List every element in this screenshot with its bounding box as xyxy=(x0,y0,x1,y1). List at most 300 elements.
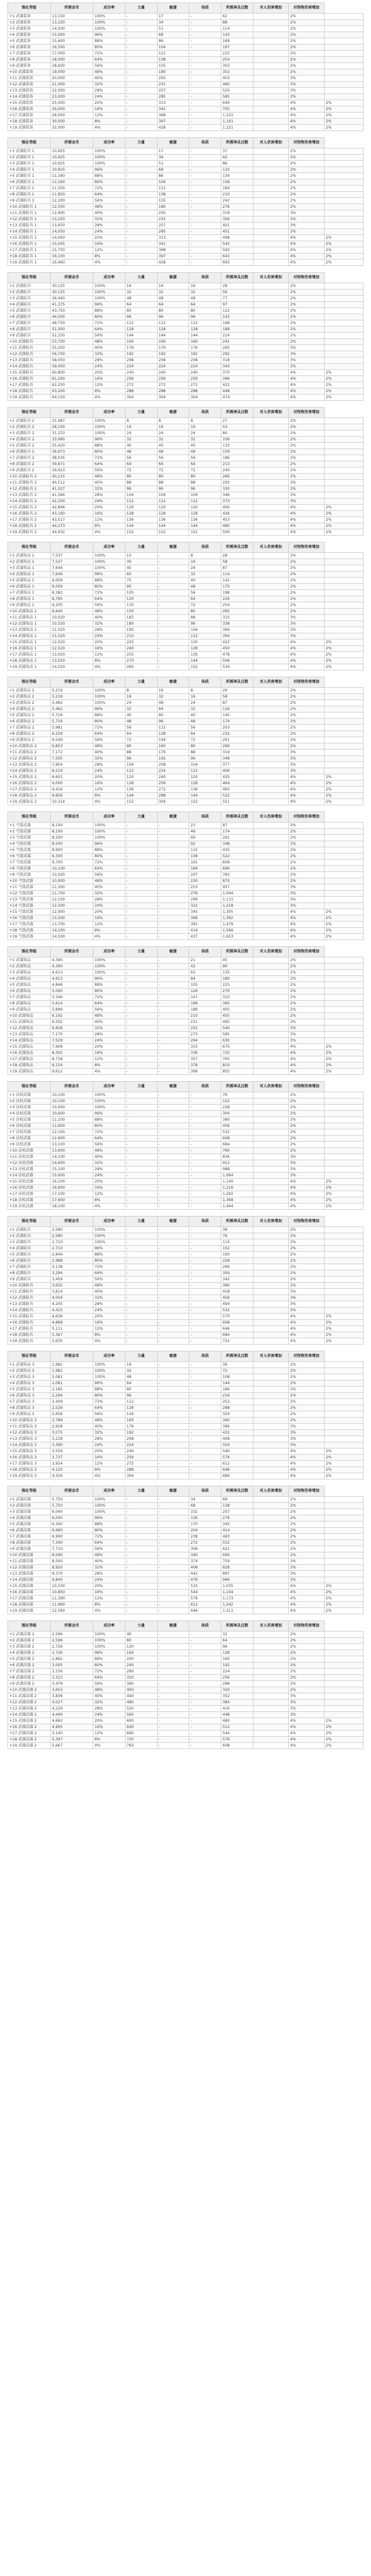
table-cell: 48 xyxy=(189,584,221,590)
table-cell: - xyxy=(189,1724,221,1731)
table-cell: - xyxy=(125,1227,157,1233)
table-cell: 4,440 xyxy=(51,1712,93,1718)
table-cell: - xyxy=(189,1098,221,1105)
table-row xyxy=(8,1700,364,1706)
table-cell: 32% xyxy=(93,1565,126,1571)
column-header: 对怪物伤害增加 xyxy=(289,273,325,283)
table-cell: - xyxy=(189,1669,221,1675)
table-cell: - xyxy=(157,1503,189,1509)
table-cell: +9 武器饰品 2 xyxy=(8,737,51,743)
table-cell: 16 xyxy=(189,283,221,289)
stats-table xyxy=(7,1216,364,1345)
table-cell: 810 xyxy=(221,1063,254,1069)
table-cell: - xyxy=(189,1142,221,1148)
table-cell: 2% xyxy=(289,1098,325,1105)
table-cell xyxy=(253,20,289,26)
table-cell: 48 xyxy=(157,296,189,302)
table-cell: 2% xyxy=(289,1283,325,1289)
table-cell xyxy=(253,529,289,536)
table-cell: +7 武器法器 2 xyxy=(8,1669,51,1675)
table-row xyxy=(8,615,364,621)
table-cell: 16% xyxy=(93,1590,126,1596)
table-cell: - xyxy=(157,1731,189,1737)
table-cell xyxy=(253,909,289,915)
table-cell: +15 武器饰品 2 xyxy=(8,774,51,781)
table-cell: - xyxy=(189,1320,221,1326)
table-cell: 4,027 xyxy=(51,1700,93,1706)
table-cell: +12 武器防具 2 xyxy=(8,486,51,492)
table-cell: 32 xyxy=(157,694,189,700)
table-cell: 96% xyxy=(93,1246,126,1252)
table-cell: 2% xyxy=(289,283,325,289)
table-cell: 51,000 xyxy=(51,327,93,333)
table-cell: 56% xyxy=(93,872,126,878)
table-row xyxy=(8,934,364,940)
table-cell: - xyxy=(189,1380,221,1387)
table-cell: 272 xyxy=(125,382,157,388)
table-cell: 16% xyxy=(93,241,126,247)
table-cell: +5 武器防具 xyxy=(8,1252,51,1258)
table-cell: 32% xyxy=(93,1025,126,1032)
table-cell: 80 xyxy=(189,474,221,480)
table-cell: - xyxy=(189,119,221,125)
table-cell: 174 xyxy=(221,719,254,725)
table-cell: 242 xyxy=(221,198,254,204)
table-cell: - xyxy=(157,1632,189,1638)
table-cell: 10,020 xyxy=(51,615,93,621)
table-cell xyxy=(253,1467,289,1473)
table-cell: - xyxy=(125,1295,157,1301)
table-cell: - xyxy=(189,1117,221,1123)
stats-table xyxy=(7,407,364,536)
table-cell: - xyxy=(189,1681,221,1687)
table-cell: 16,100 xyxy=(51,1179,93,1185)
table-cell: +10 武器法器 2 xyxy=(8,1687,51,1693)
table-cell xyxy=(324,1025,363,1032)
table-cell: 28% xyxy=(93,1301,126,1307)
table-cell: 3,737 xyxy=(51,1455,93,1461)
table-cell: - xyxy=(125,1148,157,1154)
table-cell: +8 武器饰品 2 xyxy=(8,731,51,737)
table-cell: 4% xyxy=(93,934,126,940)
table-cell xyxy=(324,14,363,20)
table-cell xyxy=(324,1289,363,1295)
table-cell: 59,450 xyxy=(51,364,93,370)
table-cell: - xyxy=(189,1111,221,1117)
table-cell: 1,292 xyxy=(221,1191,254,1197)
table-cell xyxy=(253,559,289,565)
table-cell: - xyxy=(189,1307,221,1314)
table-cell: +14 武器装备 xyxy=(8,94,51,100)
table-cell: 138 xyxy=(189,854,221,860)
table-cell: - xyxy=(189,1650,221,1656)
table-cell: +10 武器防具 xyxy=(8,339,51,345)
table-cell: 42 xyxy=(189,964,221,970)
table-cell: - xyxy=(157,1596,189,1602)
table-cell: 4,895 xyxy=(51,1724,93,1731)
table-row xyxy=(8,1013,364,1019)
column-header: 成功率 xyxy=(93,408,126,418)
table-cell: 147 xyxy=(189,995,221,1001)
table-cell: 621 xyxy=(221,1546,254,1552)
table-cell: - xyxy=(157,1362,189,1368)
table-cell: 6,192 xyxy=(51,1013,93,1019)
table-cell: - xyxy=(189,1737,221,1743)
table-cell: +16 武器防具 2 xyxy=(8,511,51,517)
column-header: 对人伤害增加 xyxy=(253,273,289,283)
table-cell: - xyxy=(157,1320,189,1326)
table-cell: 3% xyxy=(289,621,325,627)
table-cell: 6,990 xyxy=(51,1534,93,1540)
table-cell xyxy=(253,1063,289,1069)
table-cell: - xyxy=(125,1602,157,1608)
table-row xyxy=(8,351,364,357)
table-cell: - xyxy=(125,1025,157,1032)
table-cell: 64% xyxy=(93,57,126,63)
table-cell: - xyxy=(125,1179,157,1185)
table-cell: 2% xyxy=(289,167,325,173)
table-row xyxy=(8,1374,364,1380)
table-cell: 2% xyxy=(324,388,363,395)
table-row xyxy=(8,1038,364,1044)
table-row xyxy=(8,119,364,125)
table-cell: 80% xyxy=(93,584,126,590)
table-cell: 12% xyxy=(93,517,126,523)
column-header: 强化等级 xyxy=(8,1082,51,1092)
table-cell xyxy=(253,774,289,781)
table-cell: 2% xyxy=(289,866,325,872)
table-cell: 4% xyxy=(289,106,325,113)
table-cell xyxy=(253,1025,289,1032)
table-cell xyxy=(253,1111,289,1117)
table-cell: +7 武器防具 1 xyxy=(8,186,51,192)
table-cell: 88% xyxy=(93,578,126,584)
table-cell xyxy=(253,63,289,69)
table-cell: - xyxy=(157,1063,189,1069)
table-cell xyxy=(253,903,289,909)
table-row xyxy=(8,584,364,590)
table-cell: +11 武器饰品 3 xyxy=(8,1424,51,1430)
table-cell: 256 xyxy=(189,376,221,382)
table-cell: - xyxy=(189,1246,221,1252)
table-row xyxy=(8,1718,364,1724)
table-cell: 3% xyxy=(289,1295,325,1301)
table-cell: 48 xyxy=(189,719,221,725)
table-cell xyxy=(253,1233,289,1239)
table-cell xyxy=(253,1283,289,1289)
table-cell: - xyxy=(189,57,221,63)
table-cell: - xyxy=(157,1718,189,1724)
table-cell xyxy=(253,688,289,694)
table-cell: 120 xyxy=(125,505,157,511)
column-header: 对人伤害增加 xyxy=(253,1351,289,1362)
table-cell: 256 xyxy=(221,1675,254,1681)
table-cell: 8,500 xyxy=(51,835,93,841)
table-cell: 288 xyxy=(125,1467,157,1473)
table-cell: 38 xyxy=(221,1227,254,1233)
table-cell: 136 xyxy=(189,517,221,523)
table-cell: 2% xyxy=(324,1724,363,1731)
table-cell: +17 武器防具 1 xyxy=(8,247,51,254)
table-cell xyxy=(324,57,363,63)
table-cell: 2% xyxy=(324,922,363,928)
table-row xyxy=(8,1737,364,1743)
table-cell: 16% xyxy=(93,781,126,787)
table-row xyxy=(8,229,364,235)
table-cell: +8 武器防具 xyxy=(8,1270,51,1277)
table-cell: 128 xyxy=(221,1650,254,1656)
table-cell: 870 xyxy=(221,878,254,884)
table-cell: - xyxy=(125,88,157,94)
table-cell: 2% xyxy=(324,1473,363,1479)
table-cell: 32% xyxy=(93,756,126,762)
table-cell: 483 xyxy=(221,1534,254,1540)
table-row xyxy=(8,1448,364,1455)
table-cell: 9,154 xyxy=(51,1063,93,1069)
table-cell: 55,350 xyxy=(51,345,93,351)
table-cell: +7 武器防具 xyxy=(8,1264,51,1270)
table-cell xyxy=(324,320,363,327)
table-cell: +15 武器防具 xyxy=(8,1314,51,1320)
table-cell: 56% xyxy=(93,333,126,339)
table-cell xyxy=(324,602,363,609)
table-cell: +15 武器饰品 1 xyxy=(8,640,51,646)
table-cell: 3,479 xyxy=(51,1681,93,1687)
table-cell: 373 xyxy=(221,499,254,505)
table-cell xyxy=(324,1368,363,1374)
table-cell xyxy=(324,590,363,596)
table-row xyxy=(8,51,364,57)
table-cell: 272 xyxy=(189,1540,221,1546)
table-cell: - xyxy=(157,878,189,884)
table-cell: 24% xyxy=(93,499,126,505)
table-cell: 24% xyxy=(93,1442,126,1448)
table-cell: 32 xyxy=(157,289,189,296)
table-cell: 48 xyxy=(189,296,221,302)
table-cell: 4% xyxy=(93,799,126,805)
table-cell: 7,646 xyxy=(51,565,93,571)
table-row xyxy=(8,1289,364,1295)
table-row xyxy=(8,204,364,210)
table-cell: 8,785 xyxy=(51,596,93,602)
table-cell: - xyxy=(189,155,221,161)
table-cell: 2% xyxy=(289,38,325,45)
table-row xyxy=(8,1577,364,1583)
table-cell: 356 xyxy=(221,216,254,223)
table-cell: 2% xyxy=(324,787,363,793)
table-cell: - xyxy=(157,1277,189,1283)
table-cell: 28% xyxy=(93,88,126,94)
table-cell: 184 xyxy=(189,866,221,872)
table-cell: 4% xyxy=(289,1185,325,1191)
table-cell: 112 xyxy=(157,320,189,327)
table-cell: 2,081 xyxy=(51,1380,93,1387)
table-cell: - xyxy=(125,1497,157,1503)
table-cell: 12,900 xyxy=(51,210,93,216)
table-row xyxy=(8,1503,364,1509)
table-row xyxy=(8,179,364,186)
table-cell: 4% xyxy=(289,1056,325,1063)
table-cell: 3% xyxy=(289,897,325,903)
table-cell: 155 xyxy=(157,63,189,69)
table-cell: 96 xyxy=(125,486,157,492)
table-cell: 10,600 xyxy=(51,1111,93,1117)
table-cell: - xyxy=(189,1173,221,1179)
table-cell: - xyxy=(125,872,157,878)
table-cell xyxy=(253,1473,289,1479)
table-cell: 104 xyxy=(125,492,157,499)
table-row xyxy=(8,1380,364,1387)
table-cell: - xyxy=(125,1191,157,1197)
table-cell: - xyxy=(189,247,221,254)
table-cell xyxy=(324,1534,363,1540)
table-cell: 2% xyxy=(289,461,325,468)
table-cell xyxy=(253,1252,289,1258)
column-header: 体质 xyxy=(189,1621,221,1632)
table-cell: 352 xyxy=(221,1693,254,1700)
table-cell: 16% xyxy=(93,511,126,517)
table-cell: 4% xyxy=(289,1044,325,1050)
table-cell: 100% xyxy=(93,20,126,26)
table-cell: 18,000 xyxy=(51,57,93,63)
table-cell: 8,718 xyxy=(51,1056,93,1063)
table-cell: 30,125 xyxy=(51,283,93,289)
table-cell: 1,161 xyxy=(221,119,254,125)
table-cell: - xyxy=(157,1442,189,1448)
table-cell xyxy=(253,302,289,308)
table-cell: 80 xyxy=(125,308,157,314)
table-cell: 4,390 xyxy=(51,957,93,964)
table-cell: 266 xyxy=(221,474,254,480)
table-cell: +11 武器饰品 2 xyxy=(8,750,51,756)
table-cell: 56% xyxy=(93,1007,126,1013)
table-cell: 2% xyxy=(324,1455,363,1461)
tables-container xyxy=(7,0,364,1749)
table-cell xyxy=(253,1185,289,1191)
table-cell xyxy=(253,173,289,179)
table-cell: 2% xyxy=(289,700,325,706)
table-cell: - xyxy=(157,841,189,847)
table-row xyxy=(8,756,364,762)
table-cell: 836 xyxy=(221,1154,254,1160)
table-cell: - xyxy=(189,1662,221,1669)
table-cell: 292 xyxy=(221,351,254,357)
table-cell: - xyxy=(157,909,189,915)
table-cell: - xyxy=(189,14,221,20)
table-cell: 128 xyxy=(157,327,189,333)
table-cell: - xyxy=(189,1405,221,1411)
table-cell: 306 xyxy=(189,1546,221,1552)
table-row xyxy=(8,1092,364,1098)
table-cell xyxy=(253,1105,289,1111)
table-cell: 28 xyxy=(221,553,254,559)
table-cell: 15,000 xyxy=(51,32,93,38)
table-cell: - xyxy=(125,82,157,88)
table-cell: 48 xyxy=(125,449,157,455)
table-cell xyxy=(253,1258,289,1264)
table-cell: 46,500 xyxy=(51,314,93,320)
table-cell: 6,502 xyxy=(51,1019,93,1025)
table-cell: 1,131 xyxy=(221,897,254,903)
table-cell: 3% xyxy=(289,1424,325,1430)
table-row xyxy=(8,1179,364,1185)
table-cell: +2 武器防具 2 xyxy=(8,424,51,430)
table-cell: +15 弓箭武器 xyxy=(8,909,51,915)
table-cell: 4,004 xyxy=(51,1295,93,1301)
table-cell: 2% xyxy=(324,793,363,799)
table-cell: 86 xyxy=(157,173,189,179)
table-cell: +9 武器法器 xyxy=(8,1546,51,1552)
table-cell: 2,580 xyxy=(51,1233,93,1239)
table-cell: 80 xyxy=(157,308,189,314)
table-cell: - xyxy=(157,1191,189,1197)
table-row xyxy=(8,1283,364,1289)
table-cell: 56% xyxy=(93,63,126,69)
table-cell xyxy=(324,1098,363,1105)
table-cell: 64% xyxy=(93,1675,126,1681)
table-cell: 4% xyxy=(289,1320,325,1326)
table-cell: - xyxy=(189,1289,221,1295)
table-cell: +2 法杖武器 xyxy=(8,1098,51,1105)
table-cell: 32 xyxy=(189,289,221,296)
table-cell: 377 xyxy=(221,762,254,768)
table-cell: 3% xyxy=(289,1700,325,1706)
table-cell: - xyxy=(189,63,221,69)
table-row xyxy=(8,891,364,897)
table-cell: - xyxy=(189,75,221,82)
table-row xyxy=(8,1534,364,1540)
table-cell xyxy=(253,719,289,725)
table-cell: +18 弓箭武器 xyxy=(8,928,51,934)
table-cell: 2,081 xyxy=(51,1374,93,1380)
table-cell: 8 xyxy=(125,688,157,694)
table-cell: 609 xyxy=(221,860,254,866)
table-cell: 4% xyxy=(93,260,126,266)
table-row xyxy=(8,578,364,584)
table-cell: 720 xyxy=(125,1737,157,1743)
table-cell: 368 xyxy=(189,915,221,922)
table-cell xyxy=(324,860,363,866)
table-cell: - xyxy=(157,627,189,633)
table-cell: 44,273 xyxy=(51,523,93,529)
table-cell: 2% xyxy=(289,63,325,69)
table-cell: 80% xyxy=(93,1393,126,1399)
table-cell: 28% xyxy=(93,223,126,229)
table-row xyxy=(8,1239,364,1246)
table-cell: 88 xyxy=(221,20,254,26)
table-cell: - xyxy=(189,113,221,119)
stats-table xyxy=(7,137,364,266)
table-cell: 9,700 xyxy=(51,860,93,866)
table-cell: 897 xyxy=(221,1571,254,1577)
table-cell xyxy=(253,829,289,835)
table-cell: 72% xyxy=(93,1264,126,1270)
table-cell: +5 武器防具 1 xyxy=(8,173,51,179)
table-row xyxy=(8,609,364,615)
table-cell: 10,520 xyxy=(51,621,93,627)
table-cell: - xyxy=(125,229,157,235)
table-cell: 40 xyxy=(157,443,189,449)
table-cell: 100% xyxy=(93,26,126,32)
table-cell: 352 xyxy=(221,69,254,75)
table-cell: - xyxy=(125,167,157,173)
table-cell: 272 xyxy=(125,1461,157,1467)
column-header: 所需金币 xyxy=(51,138,93,148)
table-cell: 56% xyxy=(93,737,126,743)
table-cell: 276 xyxy=(221,1515,254,1521)
table-cell: +14 武器饰品 2 xyxy=(8,768,51,774)
table-cell: 80 xyxy=(125,1387,157,1393)
